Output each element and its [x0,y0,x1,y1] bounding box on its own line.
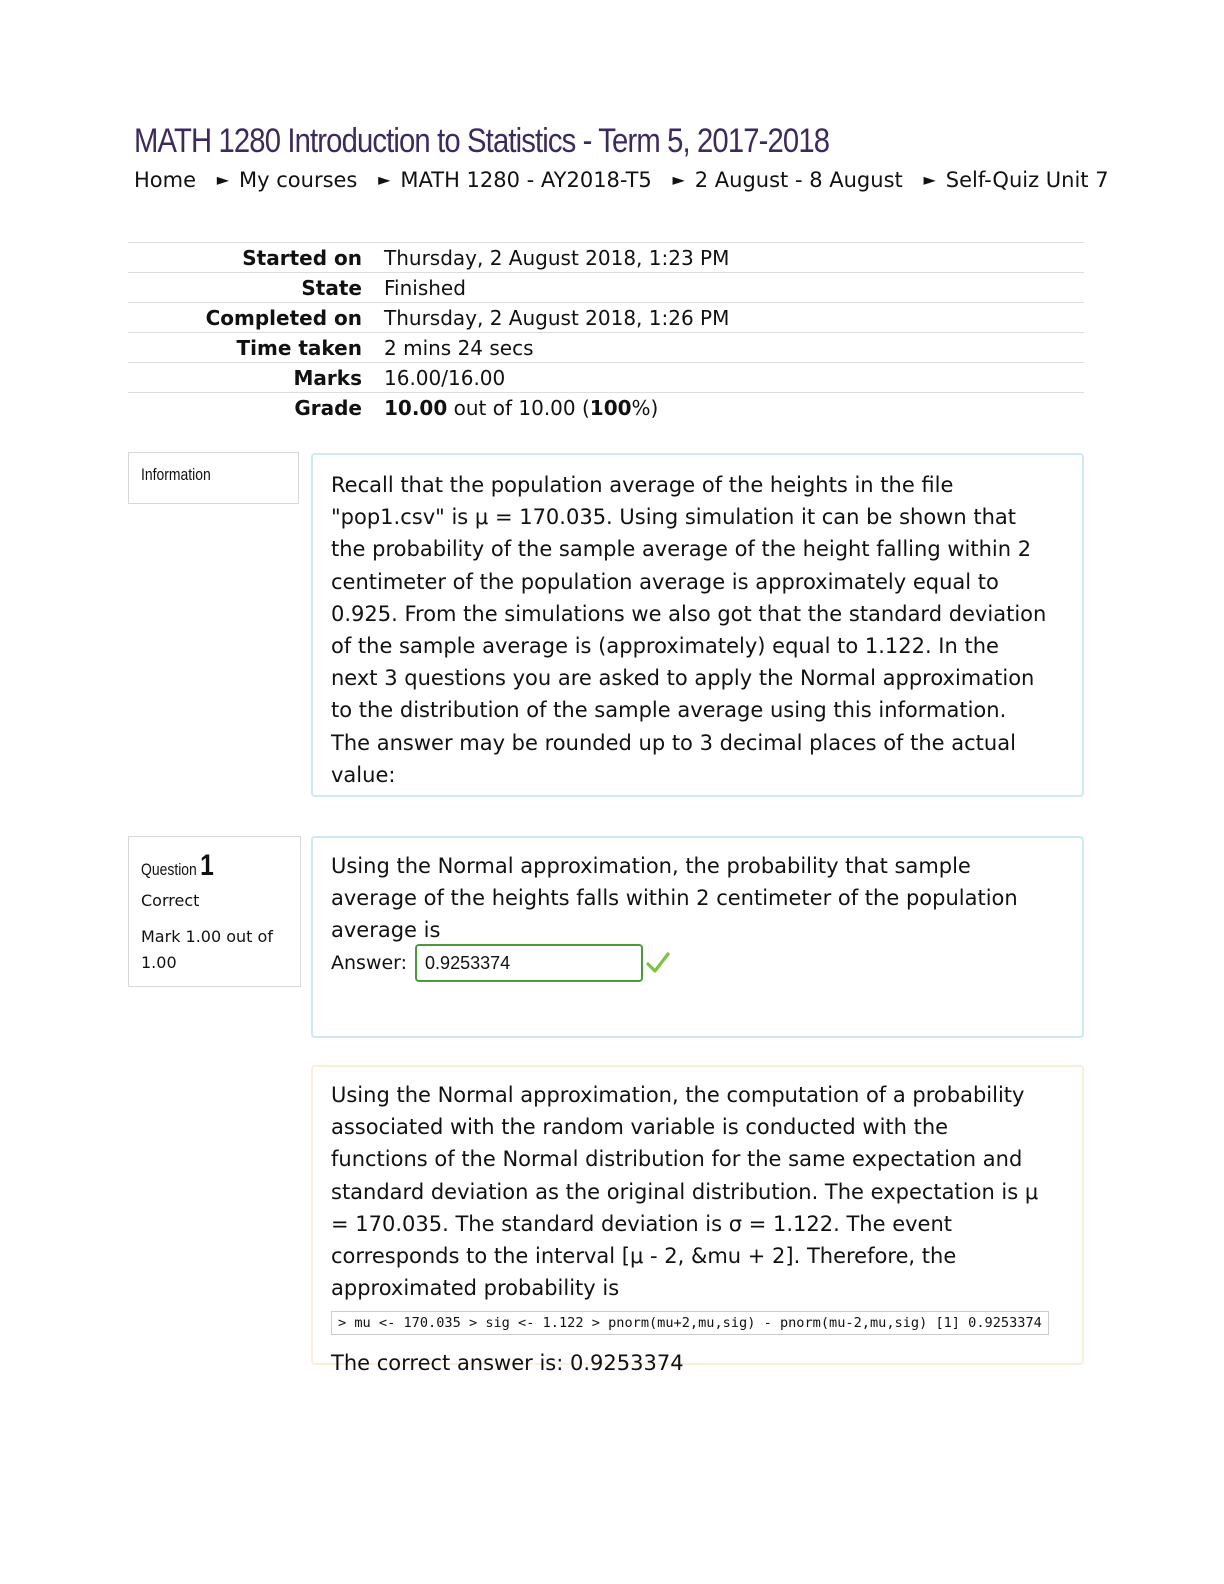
grade-score: 10.00 [384,395,448,420]
state-value: Finished [384,275,466,300]
time-taken-value: 2 mins 24 secs [384,335,534,360]
grade-percent: 100 [589,395,632,420]
breadcrumb-week[interactable]: 2 August - 8 August [694,168,903,192]
marks-label: Marks [293,365,362,390]
breadcrumb [134,168,1109,192]
grade-value [384,393,1084,423]
information-label-box [128,452,299,504]
summary-row-time [128,333,1084,363]
answer-input[interactable] [415,944,643,982]
summary-row-started [128,243,1084,273]
question-label: Question 1 [141,849,214,882]
breadcrumb-quiz[interactable]: Self-Quiz Unit 7 [945,168,1109,192]
grade-out-of: out of 10.00 ( [447,395,590,420]
question-mark: Mark 1.00 out of 1.00 [141,927,273,972]
summary-row-grade [128,393,1084,423]
state-label: State [301,275,362,300]
summary-row-marks [128,363,1084,393]
page-title: MATH 1280 Introduction to Statistics - Term 5, 2017-2018 [134,122,830,160]
breadcrumb-separator-icon: ► [923,170,936,189]
breadcrumb-course[interactable]: MATH 1280 - AY2018-T5 [400,168,652,192]
feedback-code: > mu <- 170.035 > sig <- 1.122 > pnorm(mu+2,mu,sig) - pnorm(mu-2,mu,sig) [1] 0.9253374 [331,1311,1049,1335]
check-icon [645,950,671,976]
quiz-summary-table [128,242,1084,423]
answer-row [331,944,671,982]
question-number: 1 [200,849,214,882]
completed-label: Completed on [205,305,362,330]
breadcrumb-home[interactable]: Home [134,168,197,192]
question-1-info [128,836,301,987]
started-label: Started on [242,245,362,270]
time-taken-label: Time taken [236,335,362,360]
information-content-box [311,453,1084,797]
feedback-box [311,1065,1084,1375]
grade-close: %) [631,395,659,420]
correct-answer: The correct answer is: 0.9253374 [331,1350,684,1375]
summary-row-completed [128,303,1084,333]
question-state: Correct [141,891,200,910]
started-value: Thursday, 2 August 2018, 1:23 PM [384,245,730,270]
breadcrumb-separator-icon: ► [672,170,685,189]
information-label: Information [141,465,211,484]
question-text: Using the Normal approximation, the probability that sample average of the heights falls within 2 centimeter of the population average is [331,854,1018,942]
question-1-content [311,836,1084,1038]
grade-label: Grade [294,395,362,420]
breadcrumb-separator-icon: ► [216,170,230,189]
summary-row-state [128,273,1084,303]
information-text: Recall that the population average of the heights in the file "pop1.csv" is μ = 170.035. Using simulation it can be shown that the probability of the sample average of the height falling within 2 centimeter of the population average is approximately equal to 0.925. From the simulations we also got that the standard deviation of the sample average is (approximately) equal to 1.122. In the next 3 questions you are asked to apply the Normal approximation to the distribution of the sample average using this information. The answer may be rounded up to 3 decimal places of the actual value: [331,473,1047,787]
marks-value: 16.00/16.00 [384,365,506,390]
answer-label: Answer: [331,952,408,974]
breadcrumb-separator-icon: ► [378,170,391,189]
completed-value: Thursday, 2 August 2018, 1:26 PM [384,305,730,330]
feedback-text: Using the Normal approximation, the computation of a probability associated with the random variable is conducted with the functions of the Normal distribution for the same expectation and standard deviation as the original distribution. The expectation is μ = 170.035. The standard deviation is σ = 1.122. The event corresponds to the interval [μ - 2, &mu + 2]. Therefore, the approximated probability is [331,1083,1039,1301]
breadcrumb-my-courses[interactable]: My courses [239,168,358,192]
